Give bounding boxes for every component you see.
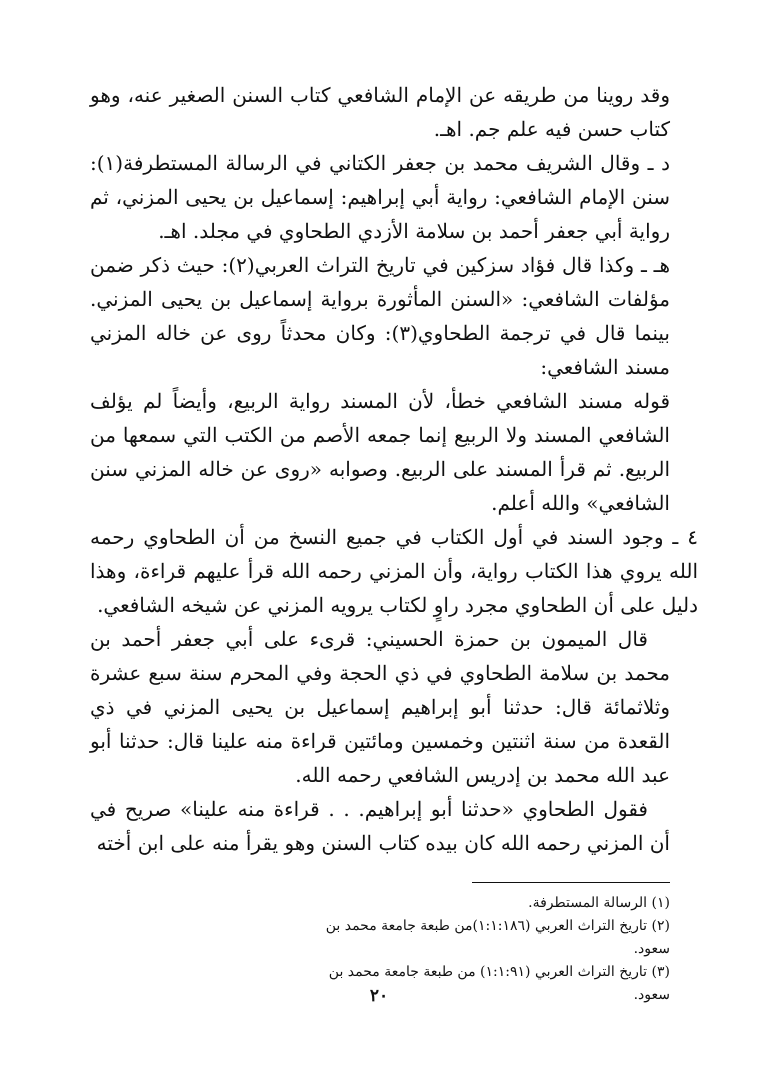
paragraph-2: د ـ وقال الشريف محمد بن جعفر الكتاني في الرسالة المستطرفة(١): سنن الإمام الشافعي: رواية أبي إبراهيم: إسماعيل بن يحيى المزني، ثم رواية أبي جعفر أحمد بن سلامة الأزدي الطحاوي في مجلد. اهـ.	[90, 151, 670, 243]
paragraph-3: هـ ـ وكذا قال فؤاد سزكين في تاريخ التراث العربي(٢): حيث ذكر ضمن مؤلفات الشافعي: «السنن المأثورة برواية إسماعيل بن يحيى المزني. بينما قال في ترجمة الطحاوي(٣): وكان محدثاً روى عن خاله المزني مسند الشافعي:	[90, 253, 670, 379]
main-text	[90, 78, 698, 860]
footnote-2: (٢) تاريخ التراث العربي (١:١:١٨٦)من طبعة جامعة محمد بن سعود.	[325, 918, 670, 957]
paragraph-7: فقول الطحاوي «حدثنا أبو إبراهيم. . . قراءة منه علينا» صريح في أن المزني رحمه الله كان بيده كتاب السنن وهو يقرأ منه على ابن أخته	[90, 797, 670, 855]
paragraph-5: ٤ ـ وجود السند في أول الكتاب في جميع النسخ من أن الطحاوي رحمه الله يروي هذا الكتاب رواية، وأن المزني رحمه الله قرأ عليهم قراءة، وهذا دليل على أن الطحاوي مجرد راوٍ لكتاب يرويه المزني عن شيخه الشافعي.	[90, 525, 698, 617]
footnote-1: (١) الرسالة المستطرفة.	[528, 895, 670, 911]
page-number: ٢٠	[369, 986, 389, 1006]
paragraph-6: قال الميمون بن حمزة الحسيني: قرىء على أبي جعفر أحمد بن محمد بن سلامة الطحاوي في ذي الحجة وفي المحرم سنة سبع عشرة وثلاثمائة قال: حدثنا أبو إبراهيم إسماعيل بن يحيى المزني في ذي القعدة من سنة اثنتين وخمسين ومائتين قراءة منه علينا قال: حدثنا أبو عبد الله محمد بن إدريس الشافعي رحمه الله.	[90, 627, 670, 787]
paragraph-4: قوله مسند الشافعي خطأ، لأن المسند رواية الربيع، وأيضاً لم يؤلف الشافعي المسند ولا الربيع إنما جمعه الأصم من الكتب التي سمعها من الربيع. ثم قرأ المسند على الربيع. وصوابه «روى عن خاله المزني سنن الشافعي» والله أعلم.	[90, 389, 670, 515]
footnote-divider	[472, 882, 670, 883]
paragraph-1: وقد روينا من طريقه عن الإمام الشافعي كتاب السنن الصغير عنه، وهو كتاب حسن فيه علم جم. اهـ.	[90, 83, 671, 141]
footnote-3: (٣) تاريخ التراث العربي (١:١:٩١) من طبعة جامعة محمد بن سعود.	[328, 964, 670, 1003]
